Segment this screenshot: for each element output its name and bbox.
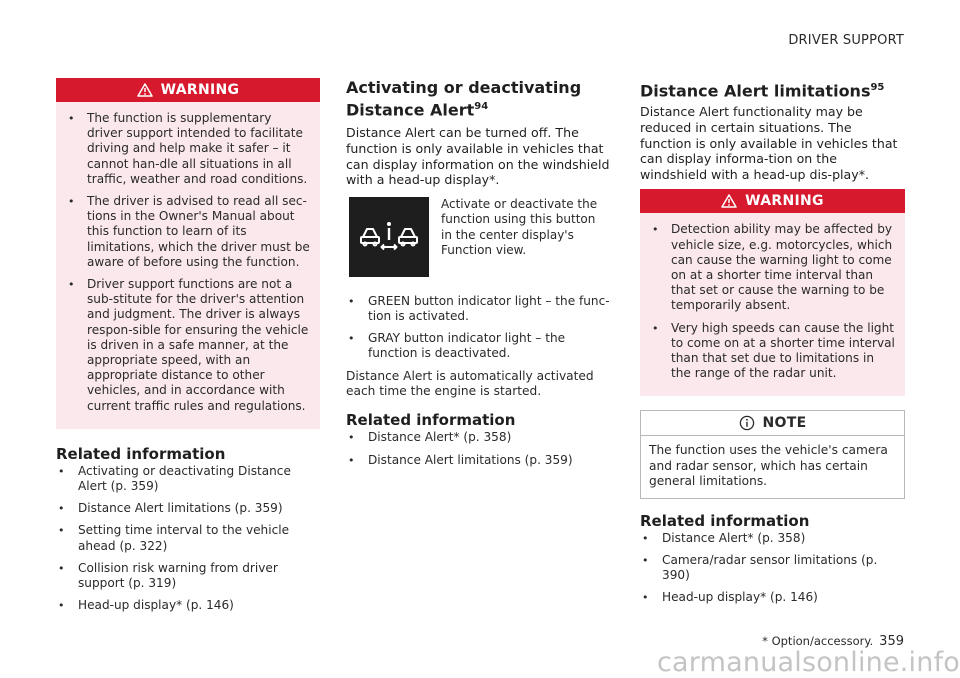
column-left (56, 78, 320, 620)
section-title-text: Distance Alert limitations (640, 81, 871, 101)
distance-alert-button-image (349, 197, 429, 277)
intro-paragraph: Distance Alert can be turned off. The function is only available in vehicles that can display information on the windshield with a head-up display*. (346, 125, 610, 188)
warning-triangle-icon (137, 83, 153, 97)
related-link[interactable]: • Distance Alert limitations (p. 359) (346, 453, 610, 468)
related-info-heading: Related information (56, 444, 226, 463)
auto-activation-text: Distance Alert is automatically activated each time the engine is started. (346, 368, 594, 398)
related-link[interactable]: • Activating or deactivating Distance Alert (p. 359) (56, 464, 320, 494)
info-circle-icon (739, 415, 755, 431)
related-link[interactable]: • Head-up display* (p. 146) (56, 598, 320, 613)
related-link[interactable]: • Distance Alert* (p. 358) (640, 531, 905, 546)
indicator-item: • GREEN button indicator light – the func-tion is activated. (346, 294, 610, 324)
intro-paragraph: Distance Alert functionality may be reduced in certain situations. The function is only available in vehicles that can display informa-tion on the windshield with a head-up dis-play*. (640, 104, 898, 182)
footnote-legend: * Option/accessory. (762, 634, 874, 648)
warning-item: • Driver support functions are not a sub-stitute for the driver's attention and judgment. The driver is always respon-sible for ensuring the vehicle is driven in a safe manner, at the appropriate speed, with an appropriate distance to other vehicles, and in accordance with current traffic rules and regulations. (66, 277, 310, 414)
warning-header (56, 78, 320, 102)
warning-item: • The driver is advised to read all sec-tions in the Owner's Manual about this function to learn of its limitations, which the driver must be aware of before using the function. (66, 194, 310, 270)
related-link[interactable]: • Collision risk warning from driver support (p. 319) (56, 561, 320, 591)
warning-box (56, 78, 320, 429)
warning-header (640, 189, 905, 213)
watermark: carmanualsonline.info (657, 647, 960, 678)
function-button-row (346, 197, 610, 277)
warning-title: WARNING (745, 193, 824, 210)
section-title (346, 78, 610, 119)
function-description: Activate or deactivate the function using this button in the center display's Function view. (441, 196, 598, 257)
warning-item: • Detection ability may be affected by vehicle size, e.g. motorcycles, which can cause the warning light to come on at a shorter time interval than that set or cause the warning to be temporarily absent. (650, 222, 895, 313)
footnote-ref: 95 (870, 82, 885, 93)
related-link[interactable]: • Head-up display* (p. 146) (640, 590, 905, 605)
related-info-heading: Related information (640, 511, 810, 530)
note-title: NOTE (762, 415, 807, 432)
section-title (640, 78, 905, 100)
warning-title: WARNING (160, 82, 240, 98)
column-middle (346, 78, 610, 475)
note-box (640, 410, 905, 498)
section-title-text: Activating or deactivating Distance Alert (346, 78, 582, 120)
warning-item: • Very high speeds can cause the light to come on at a shorter time interval than that set due to limitations in the range of the radar unit. (650, 321, 895, 382)
distance-alert-icon (357, 217, 421, 257)
page-number: 359 (879, 634, 904, 649)
note-text: The function uses the vehicle's camera and radar sensor, which has certain general limitations. (649, 443, 888, 489)
related-link[interactable]: • Distance Alert limitations (p. 359) (56, 501, 320, 516)
related-info-heading: Related information (346, 411, 516, 430)
warning-item: • The function is supplementary driver support intended to facilitate driving and help make it safer – it cannot han-dle all situations in all traffic, weather and road conditions. (66, 111, 310, 187)
related-link[interactable]: • Camera/radar sensor limitations (p. 390) (640, 553, 905, 583)
footnote-ref: 94 (474, 101, 489, 112)
related-link[interactable]: • Setting time interval to the vehicle ahead (p. 322) (56, 523, 320, 553)
note-header (641, 411, 904, 436)
warning-triangle-icon (721, 194, 737, 208)
related-link[interactable]: • Distance Alert* (p. 358) (346, 430, 610, 445)
warning-box (640, 189, 905, 396)
column-right (640, 78, 905, 612)
section-header: DRIVER SUPPORT (788, 33, 904, 48)
indicator-item: • GRAY button indicator light – the function is deactivated. (346, 331, 610, 361)
